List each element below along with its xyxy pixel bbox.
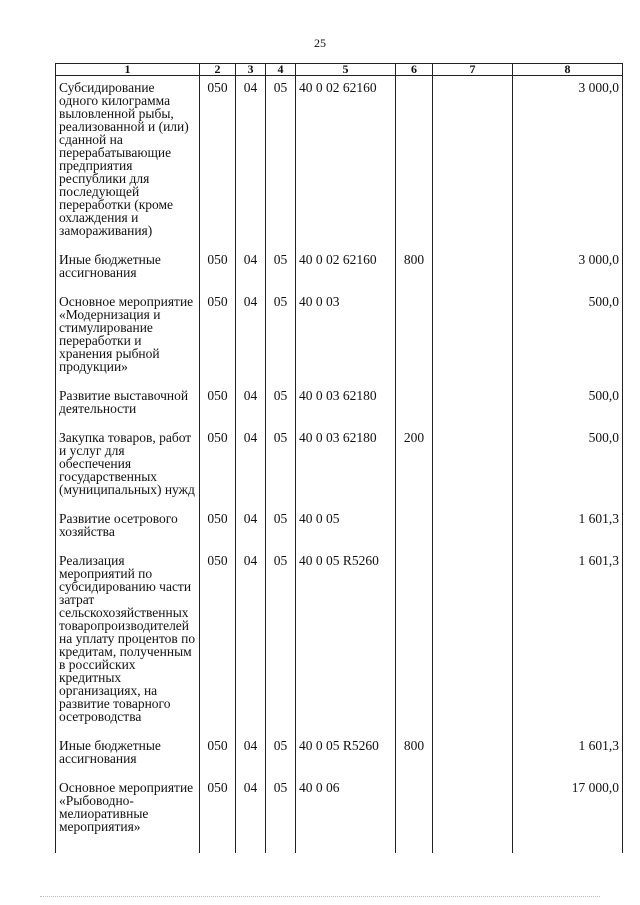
row-col-7 (433, 291, 513, 385)
row-amount: 500,0 (513, 385, 623, 427)
row-name: Основное мероприятие «Модернизация и стимулирование переработки и хранения рыбной продукции» (56, 291, 200, 385)
row-col-4: 05 (266, 735, 296, 777)
row-col-5: 40 0 06 (296, 777, 396, 853)
row-col-6: 200 (396, 427, 433, 508)
row-col-2: 050 (200, 385, 236, 427)
row-col-6 (396, 76, 433, 250)
row-col-5: 40 0 05 R5260 (296, 735, 396, 777)
budget-table (55, 63, 623, 853)
row-amount: 1 601,3 (513, 508, 623, 550)
row-col-6: 800 (396, 249, 433, 291)
row-amount: 3 000,0 (513, 249, 623, 291)
header-col-4: 4 (266, 64, 296, 76)
table-row (56, 777, 623, 853)
row-col-5: 40 0 02 62160 (296, 249, 396, 291)
row-col-7 (433, 508, 513, 550)
table-row (56, 76, 623, 250)
row-col-6 (396, 385, 433, 427)
row-col-4: 05 (266, 427, 296, 508)
row-col-2: 050 (200, 735, 236, 777)
row-col-4: 05 (266, 777, 296, 853)
row-col-2: 050 (200, 550, 236, 735)
row-amount: 1 601,3 (513, 550, 623, 735)
row-col-7 (433, 777, 513, 853)
row-col-7 (433, 735, 513, 777)
table-row (56, 249, 623, 291)
row-col-5: 40 0 05 R5260 (296, 550, 396, 735)
row-name: Закупка товаров, работ и услуг для обеспечения государственных (муниципальных) нужд (56, 427, 200, 508)
row-name: Субсидирование одного килограмма выловленной рыбы, реализованной и (или) сданной на перерабатывающие предприятия республики для последующей переработки (кроме охлаждения и замораживания) (56, 76, 200, 250)
row-col-7 (433, 550, 513, 735)
row-col-7 (433, 427, 513, 508)
table-row (56, 427, 623, 508)
row-col-2: 050 (200, 291, 236, 385)
row-col-4: 05 (266, 76, 296, 250)
row-col-3: 04 (236, 508, 266, 550)
row-col-7 (433, 385, 513, 427)
row-col-6 (396, 291, 433, 385)
row-amount: 1 601,3 (513, 735, 623, 777)
row-name: Реализация мероприятий по субсидированию части затрат сельскохозяйственных товаропроизводителей на уплату процентов по кредитам, полученным в российских кредитных организациях, на развитие товарного осетроводства (56, 550, 200, 735)
row-col-7 (433, 76, 513, 250)
row-col-3: 04 (236, 249, 266, 291)
row-col-3: 04 (236, 291, 266, 385)
row-name: Развитие выставочной деятельности (56, 385, 200, 427)
row-amount: 500,0 (513, 427, 623, 508)
row-col-2: 050 (200, 427, 236, 508)
row-amount: 17 000,0 (513, 777, 623, 853)
row-col-5: 40 0 02 62160 (296, 76, 396, 250)
row-col-6 (396, 508, 433, 550)
row-amount: 500,0 (513, 291, 623, 385)
row-col-3: 04 (236, 76, 266, 250)
row-col-5: 40 0 05 (296, 508, 396, 550)
table-row (56, 735, 623, 777)
row-col-2: 050 (200, 249, 236, 291)
row-col-3: 04 (236, 550, 266, 735)
table-row (56, 291, 623, 385)
table-row (56, 385, 623, 427)
row-col-4: 05 (266, 508, 296, 550)
header-row (56, 64, 623, 76)
table-row (56, 550, 623, 735)
header-col-6: 6 (396, 64, 433, 76)
row-col-4: 05 (266, 291, 296, 385)
row-col-4: 05 (266, 550, 296, 735)
row-name: Развитие осетрового хозяйства (56, 508, 200, 550)
row-name: Основное мероприятие «Рыбоводно-мелиоративные мероприятия» (56, 777, 200, 853)
row-name: Иные бюджетные ассигнования (56, 735, 200, 777)
row-col-7 (433, 249, 513, 291)
row-col-3: 04 (236, 385, 266, 427)
row-col-6 (396, 550, 433, 735)
header-col-5: 5 (296, 64, 396, 76)
header-col-8: 8 (513, 64, 623, 76)
row-col-3: 04 (236, 735, 266, 777)
page-number: 25 (314, 36, 326, 50)
row-col-4: 05 (266, 385, 296, 427)
row-col-3: 04 (236, 777, 266, 853)
row-col-2: 050 (200, 777, 236, 853)
row-col-5: 40 0 03 (296, 291, 396, 385)
row-col-6: 800 (396, 735, 433, 777)
row-col-5: 40 0 03 62180 (296, 385, 396, 427)
table-row (56, 508, 623, 550)
header-col-1: 1 (56, 64, 200, 76)
row-col-4: 05 (266, 249, 296, 291)
row-col-6 (396, 777, 433, 853)
row-col-2: 050 (200, 508, 236, 550)
header-col-7: 7 (433, 64, 513, 76)
row-col-2: 050 (200, 76, 236, 250)
footer-divider (40, 896, 600, 897)
header-col-2: 2 (200, 64, 236, 76)
row-name: Иные бюджетные ассигнования (56, 249, 200, 291)
row-amount: 3 000,0 (513, 76, 623, 250)
header-col-3: 3 (236, 64, 266, 76)
row-col-5: 40 0 03 62180 (296, 427, 396, 508)
row-col-3: 04 (236, 427, 266, 508)
